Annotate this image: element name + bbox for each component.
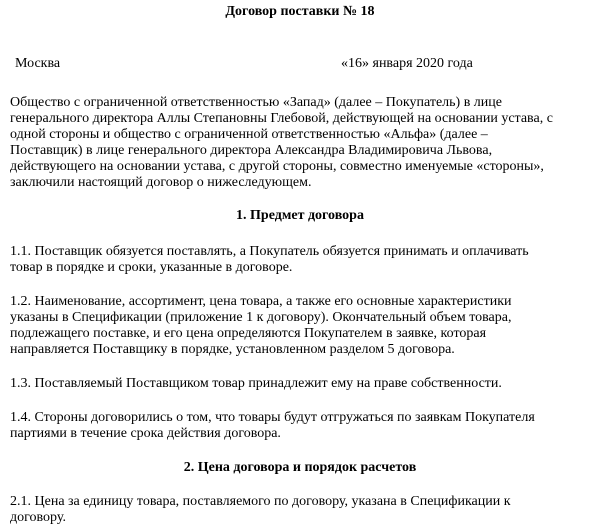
contract-date: «16» января 2020 года xyxy=(341,56,473,71)
preamble-line: Общество с ограниченной ответственностью «Запад» (далее – Покупатель) в лице xyxy=(10,95,502,110)
document-title: Договор поставки № 18 xyxy=(225,4,375,19)
clause-line: подлежащего поставке, и его цена определяются Покупателем в заявке, которая xyxy=(10,326,487,341)
preamble-line: генерального директора Аллы Степановны Глебовой, действующей на основании устава, с xyxy=(10,111,553,126)
clause-line: указаны в Спецификации (приложение 1 к договору). Окончательный объем товара, xyxy=(10,310,512,325)
clause-line: 1.1. Поставщик обязуется поставлять, а Покупатель обязуется принимать и оплачивать xyxy=(10,244,529,259)
preamble-line: заключили настоящий договор о нижеследующем. xyxy=(10,175,312,190)
city: Москва xyxy=(15,56,61,71)
clause-line: 1.3. Поставляемый Поставщиком товар принадлежит ему на праве собственности. xyxy=(10,376,502,391)
preamble-line: одной стороны и общество с ограниченной ответственностью «Альфа» (далее – xyxy=(10,127,488,142)
clause-line: договору. xyxy=(10,510,66,525)
clause-line: 2.1. Цена за единицу товара, поставляемого по договору, указана в Спецификации к xyxy=(10,494,511,509)
preamble-line: Поставщик) в лице генерального директора Александра Владимировича Львова, xyxy=(10,143,493,158)
clause-line: товар в порядке и сроки, указанные в договоре. xyxy=(10,260,293,275)
section-1-heading: 1. Предмет договора xyxy=(236,208,364,223)
clause-line: партиями в течение срока действия договора. xyxy=(10,426,281,441)
preamble-line: действующего на основании устава, с другой стороны, совместно именуемые «стороны», xyxy=(10,159,544,174)
clause-line: 1.4. Стороны договорились о том, что товары будут отгружаться по заявкам Покупателя xyxy=(10,410,535,425)
clause-line: 1.2. Наименование, ассортимент, цена товара, а также его основные характеристики xyxy=(10,294,512,309)
clause-line: направляется Поставщику в порядке, установленном разделом 5 договора. xyxy=(10,342,455,357)
section-2-heading: 2. Цена договора и порядок расчетов xyxy=(183,460,417,475)
